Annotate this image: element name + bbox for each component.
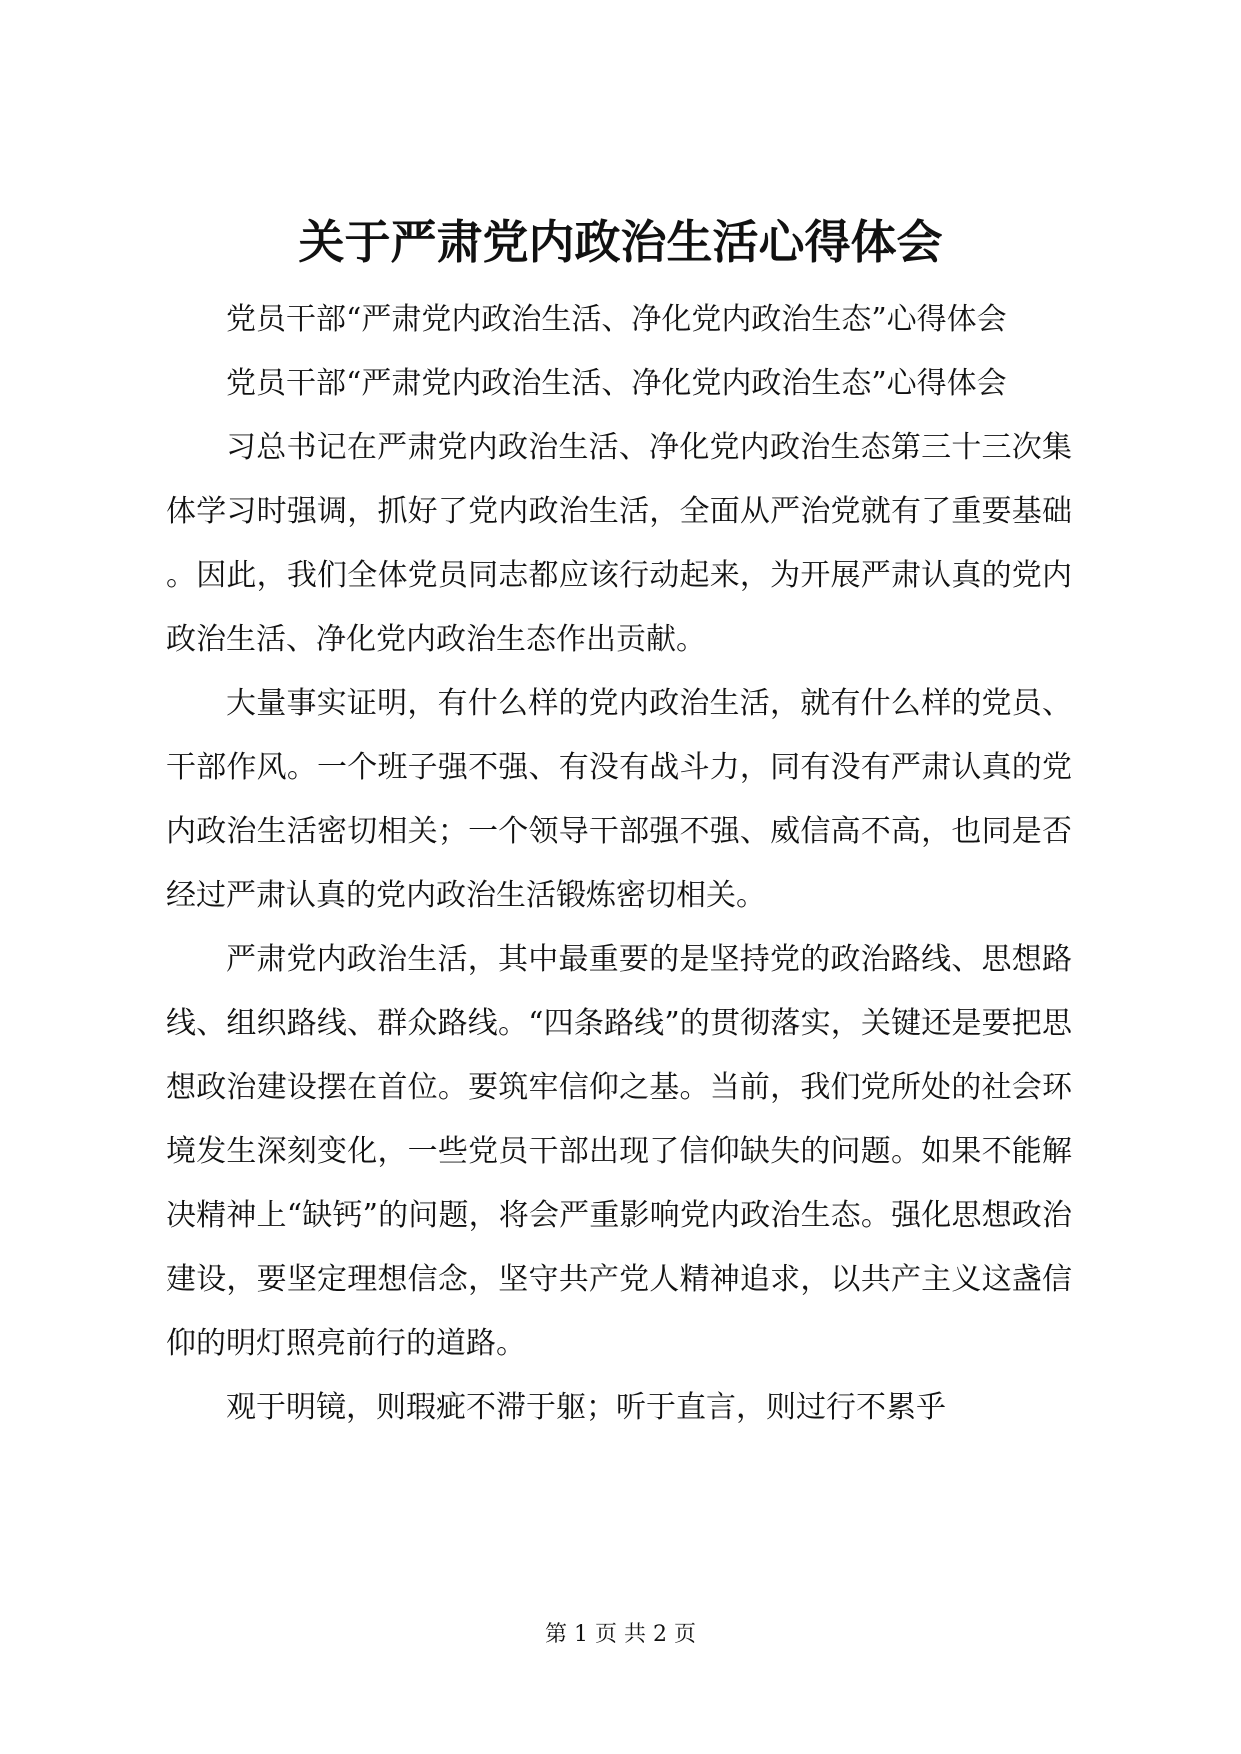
paragraph: 习总书记在严肃党内政治生活、净化党内政治生态第三十三次集体学习时强调，抓好了党内政治生活，全面从严治党就有了重要基础。因此，我们全体党员同志都应该行动起来，为开展严肃认真的党内政治生活、净化党内政治生态作出贡献。 [166,430,1072,657]
document-title: 关于严肃党内政治生活心得体会 [298,215,943,269]
paragraph: 严肃党内政治生活，其中最重要的是坚持党的政治路线、思想路线、组织路线、群众路线。“四条路线”的贯彻落实，关键还是要把思想政治建设摆在首位。要筑牢信仰之基。当前，我们党所处的社会环境发生深刻变化，一些党员干部出现了信仰缺失的问题。如果不能解决精神上“缺钙”的问题，将会严重影响党内政治生态。强化思想政治建设，要坚定理想信念，坚守共产党人精神追求，以共产主义这盏信仰的明灯照亮前行的道路。 [166,942,1072,1361]
paragraph: 党员干部“严肃党内政治生活、净化党内政治生态”心得体会 [226,366,1007,401]
paragraph: 大量事实证明，有什么样的党内政治生活，就有什么样的党员、干部作风。一个班子强不强、有没有战斗力，同有没有严肃认真的党内政治生活密切相关；一个领导干部强不强、威信高不高，也同是否经过严肃认真的党内政治生活锻炼密切相关。 [166,686,1072,913]
paragraph: 观于明镜，则瑕疵不滞于躯；听于直言，则过行不累乎 [226,1390,946,1425]
paragraph: 党员干部“严肃党内政治生活、净化党内政治生态”心得体会 [226,302,1007,337]
page-footer: 第 1 页 共 2 页 [545,1622,696,1647]
document-body [166,288,1072,1440]
